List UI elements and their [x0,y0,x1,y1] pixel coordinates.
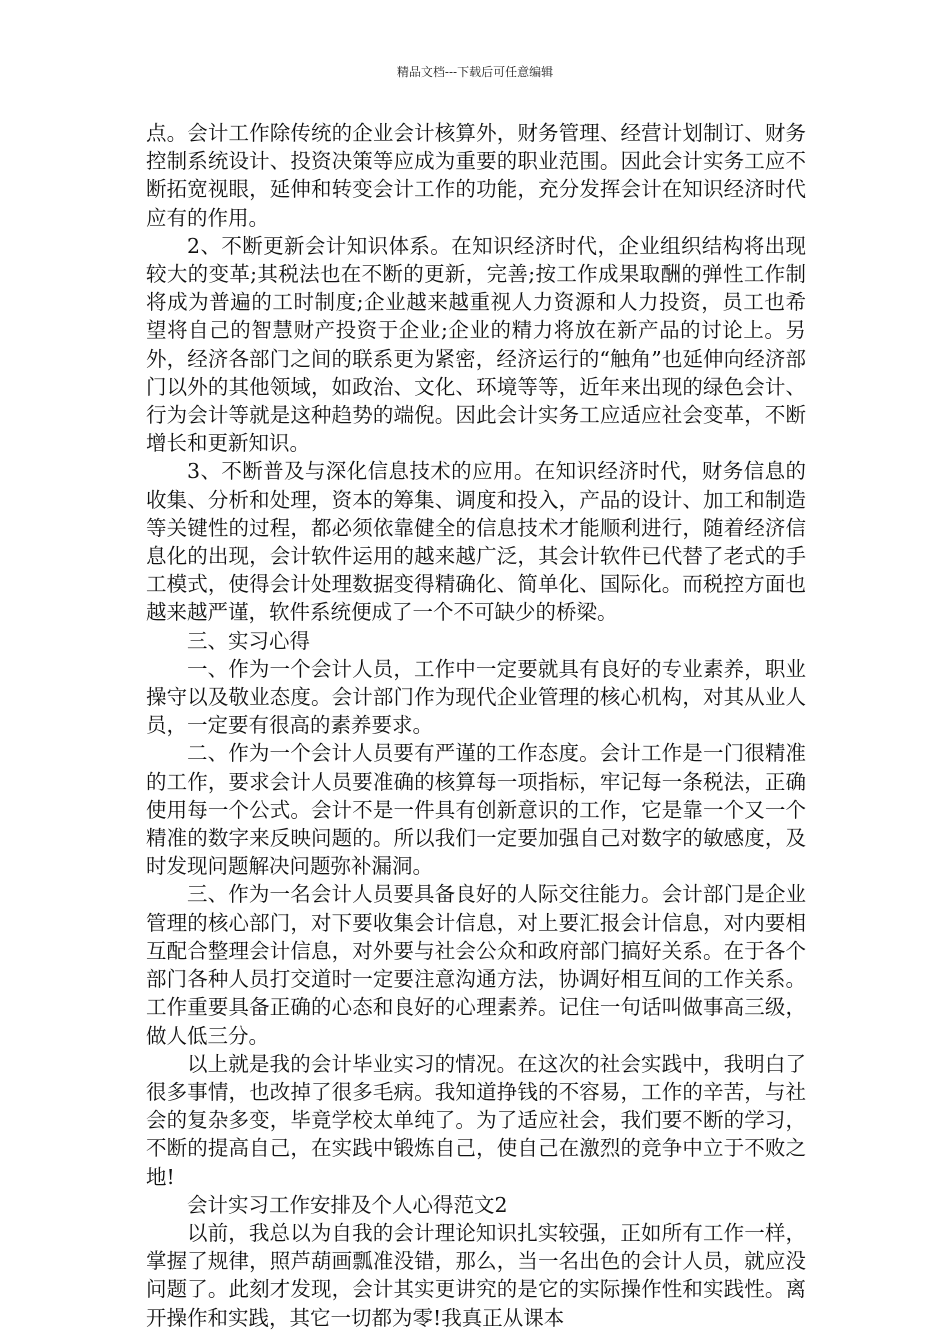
section-heading-internship-insights: 三、实习心得 [187,628,310,653]
paragraph-insight-2: 二、作为一个会计人员要有严谨的工作态度。会计工作是一门很精准的工作，要求会计人员要准确的核算每一项指标，牢记每一条税法，正确使用每一个公式。会计不是一件具有创新意识的工作，它是靠一个又一个精准的数字来反映问题的。所以我们一定要加强自己对数字的敏感度，及时发现问题解决问题弥补漏洞。 [146,741,806,879]
paragraph-sample-2-intro: 以前，我总以为自我的会计理论知识扎实较强，正如所有工作一样，掌握了规律，照芦葫画瓢准没错，那么，当一名出色的会计人员，就应没问题了。此刻才发现，会计其实更讲究的是它的实际操作性和实践性。离开操作和实践，其它一切都为零!我真正从课本 [146,1220,806,1330]
paragraph-conclusion: 以上就是我的会计毕业实习的情况。在这次的社会实践中，我明白了很多事情，也改掉了很多毛病。我知道挣钱的不容易，工作的辛苦，与社会的复杂多变，毕竟学校太单纯了。为了适应社会，我们要不断的学习，不断的提高自己，在实践中锻炼自己，使自己在激烈的竞争中立于不败之地! [146,1051,806,1189]
paragraph-point-3: 3、不断普及与深化信息技术的应用。在知识经济时代，财务信息的收集、分析和处理，资本的筹集、调度和投入，产品的设计、加工和制造等关键性的过程，都必须依靠健全的信息技术才能顺利进行，随着经济信息化的出现，会计软件运用的越来越广泛，其会计软件已代替了老式的手工模式，使得会计处理数据变得精确化、简单化、国际化。而税控方面也越来越严谨，软件系统便成了一个不可缺少的桥梁。 [146,459,806,625]
page-header: 精品文档---下载后可任意编辑 [396,65,554,79]
paragraph-point-2: 2、不断更新会计知识体系。在知识经济时代，企业组织结构将出现较大的变革;其税法也在不断的更新，完善;按工作成果取酬的弹性工作制将成为普遍的工时制度;企业越来越重视人力资源和人力投资，员工也希望将自己的智慧财产投资于企业;企业的精力将放在新产品的讨论上。另外，经济各部门之间的联系更为紧密，经济运行的“触角”也延伸向经济部门以外的其他领域，如政治、文化、环境等等，近年来出现的绿色会计、行为会计等就是这种趋势的端倪。因此会计实务工应适应社会变革，不断增长和更新知识。 [146,233,806,456]
paragraph-insight-3: 三、作为一名会计人员要具备良好的人际交往能力。会计部门是企业管理的核心部门，对下要收集会计信息，对上要汇报会计信息，对内要相互配合整理会计信息，对外要与社会公众和政府部门搞好关系。在于各个部门各种人员打交道时一定要注意沟通方法，协调好相互间的工作关系。工作重要具备正确的心态和良好的心理素养。记住一句话叫做事高三级，做人低三分。 [146,882,806,1048]
paragraph-continuation: 点。会计工作除传统的企业会计核算外，财务管理、经营计划制订、财务控制系统设计、投资决策等应成为重要的职业范围。因此会计实务工应不断拓宽视眼，延伸和转变会计工作的功能，充分发挥会计在知识经济时代应有的作用。 [146,121,806,230]
document-body [146,119,806,1332]
paragraph-insight-1: 一、作为一个会计人员，工作中一定要就具有良好的专业素养，职业操守以及敬业态度。会计部门作为现代企业管理的核心机构，对其从业人员，一定要有很高的素养要求。 [146,656,806,738]
section-heading-sample-2: 会计实习工作安排及个人心得范文2 [187,1192,508,1217]
